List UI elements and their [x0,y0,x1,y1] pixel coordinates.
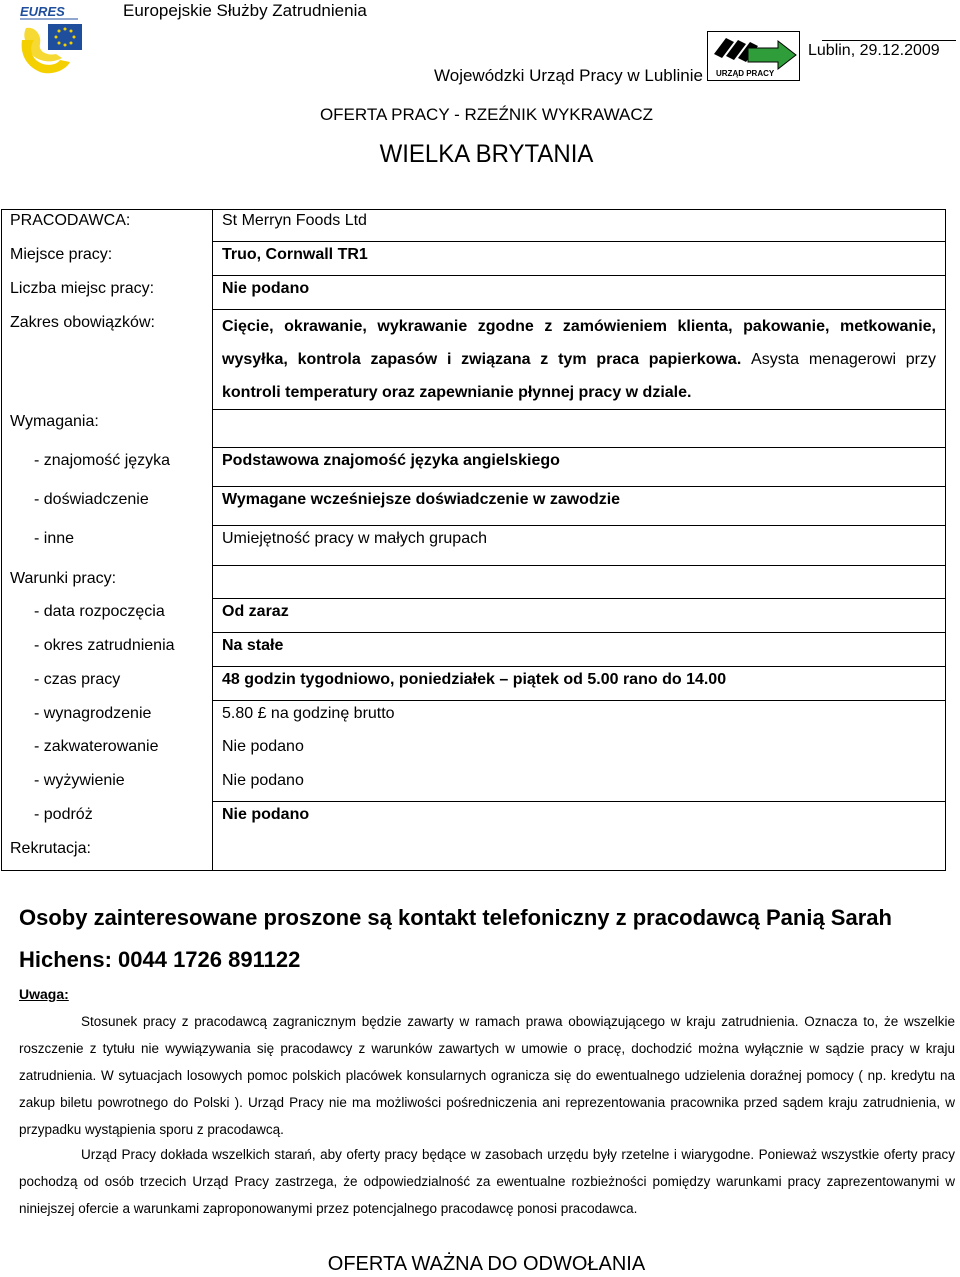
validity-notice: OFERTA WAŻNA DO ODWOŁANIA [327,1253,646,1275]
legal-note: Stosunek pracy z pracodawcą zagranicznym będzie zawarty w ramach prawa obowiązującego w kraju zatrudnienia. Oznacza to, że wszelkie roszczenie z tytułu nie wywiązywania się pracodawcy z warunków zawartych w umowie o pracę, dochodzić można wyłącznie w sądzie pracy w kraju zatrudnienia. W sytuacjach losowych pomoc polskich placówek konsularnych ogranicza się do ewentualnego udzielenia doraźnej pomocy ( np. kredytu na zakup biletu powrotnego do Polski ). Urząd Pracy nie ma możliwości pośredniczenia ani reprezentowania pracownika przed sądem kraju zatrudnienia, w przypadku wystąpienia sporu z pracodawcą. [19,1014,955,1137]
travel-label: - podróż [34,806,93,823]
row-rule [213,666,945,667]
row-rule [213,598,945,599]
duties-text-normal: Asysta menagerowi przy [751,351,936,368]
contact-info: Osoby zainteresowane proszone są kontakt telefoniczny z pracodawcą Panią Sarah Hichens: 0044 1726 891122 [19,905,892,972]
period-label: - okres zatrudnienia [34,637,175,654]
experience-value: Wymagane wcześniejsze doświadczenie w zawodzie [222,491,621,508]
other-value: Umiejętność pracy w małych grupach [222,530,487,547]
travel-value: Nie podano [222,806,310,823]
row-rule [213,525,945,526]
urzad-pracy-logo [707,31,800,81]
eures-logo [18,4,84,76]
row-rule [213,565,945,566]
hours-value: 48 godzin tygodniowo, poniedziałek – piątek od 5.00 rano do 14.00 [222,671,727,688]
requirements-label: Wymagania: [10,413,99,430]
salary-label: - wynagrodzenie [34,705,152,722]
duties-value [222,310,936,409]
duties-text: Cięcie, okrawanie, wykrawanie zgodne z zamówieniem klienta, pakowanie, metkowanie, wysyłka, kontrola zapasów i związana z tym praca papierkowa. [222,318,936,368]
note-heading: Uwaga: [19,986,69,1002]
reliability-note: Urząd Pracy dokłada wszelkich starań, aby oferty pracy będące w zasobach urzędu były rzetelne i wiarygodne. Ponieważ wszystkie oferty pracy pochodzą od osób trzecich Urząd Pracy zastrzega, że odpowiedzialność za ewentualne rozbieżności pomiędzy warunkami pracy zaprezentowanymi w niniejszej ofercie a warunkami zaproponowanymi przez potencjalnego pracodawcę ponosi pracodawca. [19,1147,955,1216]
vacancies-label: Liczba miejsc pracy: [10,280,155,297]
row-rule [213,447,945,448]
duties-text-end: kontroli temperatury oraz zapewnianie płynnej pracy w dziale. [222,384,692,401]
eures-name: Europejskie Służby Zatrudnienia [123,1,367,20]
food-value: Nie podano [222,772,304,789]
office-name: Wojewódzki Urząd Pracy w Lublinie [434,66,703,85]
row-rule [213,409,945,410]
row-rule [213,486,945,487]
experience-label: - doświadczenie [34,491,149,508]
vacancies-value: Nie podano [222,280,310,297]
urzad-pracy-logo-text: URZĄD PRACY [716,69,775,78]
language-label: - znajomość języka [34,452,171,469]
conditions-label: Warunki pracy: [10,570,117,587]
start-label: - data rozpoczęcia [34,603,165,620]
salary-value: 5.80 £ na godzinę brutto [222,705,395,722]
language-value: Podstawowa znajomość języka angielskiego [222,452,560,469]
housing-value: Nie podano [222,738,304,755]
food-label: - wyżywienie [34,772,125,789]
period-value: Na stałe [222,637,284,654]
hours-label: - czas pracy [34,671,121,688]
other-label: - inne [34,530,75,547]
start-value: Od zaraz [222,603,289,620]
country-title: WIELKA BRYTANIA [379,140,594,168]
city-date: Lublin, 29.12.2009 [808,42,940,59]
location-value: Truo, Cornwall TR1 [222,246,368,263]
housing-label: - zakwaterowanie [34,738,159,755]
employer-label: PRACODAWCA: [10,212,131,229]
row-rule [213,275,945,276]
duties-label: Zakres obowiązków: [10,314,155,331]
eures-logo-text: EURES [20,4,65,19]
recruitment-label: Rekrutacja: [10,840,91,857]
location-label: Miejsce pracy: [10,246,113,263]
row-rule [213,801,945,802]
date-rule [822,40,956,41]
employer-value: St Merryn Foods Ltd [222,212,367,229]
offer-title: OFERTA PRACY - RZEŹNIK WYKRAWACZ [319,105,654,124]
row-rule [213,700,945,701]
row-rule [213,632,945,633]
row-rule [213,241,945,242]
